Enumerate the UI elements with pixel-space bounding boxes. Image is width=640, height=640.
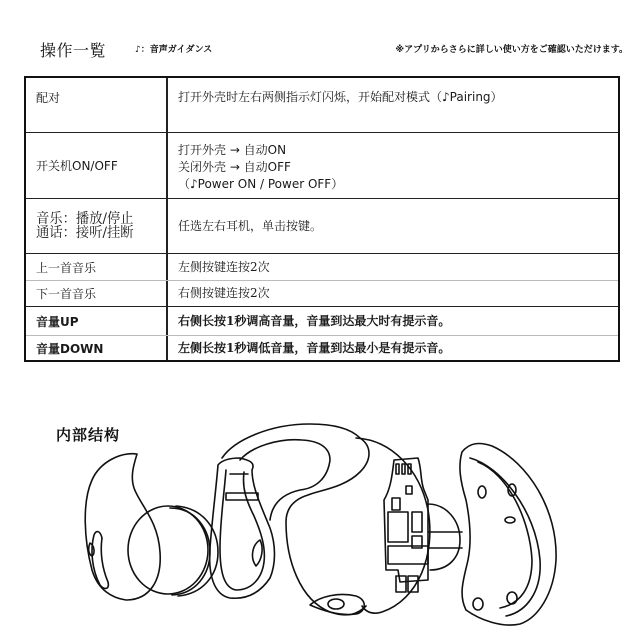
page-title: 操作一覧 xyxy=(40,41,107,60)
row-description xyxy=(168,254,618,280)
row-label: 音量UP xyxy=(26,307,168,335)
exploded-view-diagram xyxy=(0,400,640,640)
table-row-next-track xyxy=(26,281,618,307)
description-line: （♪Power ON / Power OFF） xyxy=(178,177,344,191)
row-description xyxy=(168,78,618,132)
row-label: 上一首音乐 xyxy=(26,254,168,280)
description-line: 右侧按键连按2次 xyxy=(178,286,270,300)
row-label: 下一首音乐 xyxy=(26,281,168,306)
internal-structure-title: 内部结构 xyxy=(56,426,121,444)
operations-table xyxy=(24,76,620,362)
ear-tip-part xyxy=(85,454,160,600)
row-label: 开关机ON/OFF xyxy=(26,133,168,198)
description-line: 任选左右耳机，单击按键。 xyxy=(178,218,323,233)
row-description xyxy=(168,281,618,306)
description-line: 左侧按键连按2次 xyxy=(178,259,270,274)
table-row-pairing xyxy=(26,78,618,133)
description-line: 关闭外壳 → 自动OFF xyxy=(178,160,291,174)
table-row-previous-track xyxy=(26,254,618,281)
table-row-volume-down xyxy=(26,336,618,360)
table-row-power xyxy=(26,133,618,199)
table-row-volume-up xyxy=(26,307,618,336)
description-line: 打开外壳 → 自动ON xyxy=(178,143,287,157)
row-description xyxy=(168,307,618,335)
description-line: 右侧长按1秒调高音量，音量到达最大时有提示音。 xyxy=(178,313,451,328)
main-shell-part xyxy=(222,424,430,615)
app-note: ※アプリからさらに詳しい使い方をご確認いただけます。 xyxy=(395,45,628,55)
outer-cover-part xyxy=(460,444,556,626)
label-line-music: 音乐：播放/停止 xyxy=(36,211,134,227)
cushion-part xyxy=(128,506,218,596)
label-line-call: 通话：接听/挂断 xyxy=(36,225,134,241)
table-row-music-call xyxy=(26,199,618,254)
row-label xyxy=(26,199,168,253)
description-line: 左侧长按1秒调低音量，音量到达最小是有提示音。 xyxy=(178,340,451,355)
voice-guidance-legend: ♪：音声ガイダンス xyxy=(135,45,213,55)
row-label: 配对 xyxy=(26,78,168,132)
circuit-board-part xyxy=(384,458,462,592)
description-line: 打开外壳时左右两侧指示灯闪烁，开始配对模式（♪Pairing） xyxy=(178,90,503,104)
row-description xyxy=(168,336,618,360)
row-description xyxy=(168,199,618,253)
row-label: 音量DOWN xyxy=(26,336,168,360)
ear-hook-frame-part xyxy=(210,458,275,598)
row-description xyxy=(168,133,618,198)
